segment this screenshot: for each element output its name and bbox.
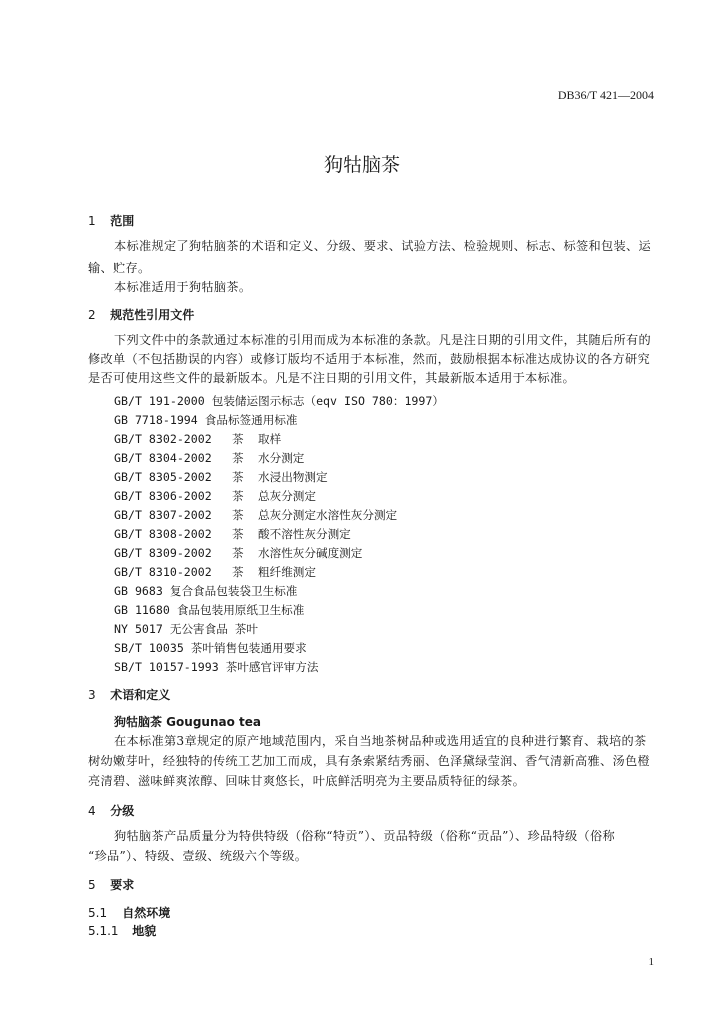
reference-title: 包装储运图示标志（eqv ISO 780：1997）: [211, 394, 444, 408]
section-4-para-line-1: 狗牯脑茶产品质量分为特供特级（俗称“特贡”）、贡品特级（俗称“贡品”）、珍品特级（俗称: [114, 829, 615, 843]
reference-item: [114, 659, 318, 675]
reference-code: GB/T 8302-2002: [114, 432, 212, 446]
section-title: 范围: [110, 214, 135, 228]
section-number: 2: [88, 308, 96, 322]
reference-title: 食品包装用原纸卫生标准: [176, 603, 305, 617]
reference-item: [114, 545, 362, 561]
reference-category: 茶: [232, 451, 244, 465]
section-2-para-line-1: 下列文件中的条款通过本标准的引用而成为本标准的条款。凡是注日期的引用文件，其随后所有的: [114, 333, 651, 347]
reference-category: 茶: [232, 489, 244, 503]
reference-code: GB/T 8306-2002: [114, 489, 212, 503]
reference-code: GB 11680: [114, 603, 170, 617]
section-4-para-line-2: “珍品”）、特级、壹级、统级六个等级。: [88, 849, 308, 863]
section-number: 3: [88, 688, 96, 702]
document-title: 狗牯脑茶: [323, 154, 400, 176]
section-3-para-line-3: 亮清碧、滋味鲜爽浓醇、回味甘爽悠长，叶底鲜活明亮为主要品质特征的绿茶。: [88, 774, 526, 788]
section-title: 自然环境: [122, 906, 171, 920]
reference-item: [114, 469, 328, 485]
reference-item: [114, 393, 444, 409]
section-number: 4: [88, 804, 96, 818]
reference-item: [114, 507, 397, 523]
section-title: 地貌: [132, 924, 157, 938]
reference-category: 茶: [232, 432, 244, 446]
document-number: DB36/T 421—2004: [557, 88, 654, 102]
reference-title: 茶叶感官评审方法: [225, 660, 319, 674]
reference-item: [114, 602, 304, 618]
section-number: 5.1: [88, 906, 108, 920]
page-number: 1: [648, 956, 654, 968]
reference-category: 茶: [232, 470, 244, 484]
section-title: 术语和定义: [110, 688, 171, 702]
reference-code: GB/T 191-2000: [114, 394, 205, 408]
section-number: 1: [88, 214, 96, 228]
reference-item: [114, 450, 304, 466]
reference-category: 茶: [232, 546, 244, 560]
section-title: 规范性引用文件: [110, 308, 195, 322]
section-number: 5.1.1: [88, 924, 119, 938]
reference-title: 水溶性灰分碱度测定: [258, 546, 363, 560]
reference-code: GB 9683: [114, 584, 163, 598]
section-1-para-1-line-2: 输、贮存。: [88, 261, 151, 275]
reference-title: 无公害食品 茶叶: [169, 622, 258, 636]
reference-item: [114, 564, 316, 580]
reference-item: [114, 526, 351, 542]
reference-item: [114, 412, 298, 428]
reference-category: 茶: [232, 508, 244, 522]
term-entry: 狗牯脑茶 Gougunao tea: [114, 715, 261, 729]
section-title: 分级: [110, 804, 135, 818]
reference-category: 茶: [232, 527, 244, 541]
section-1-heading: [88, 212, 134, 229]
reference-title: 复合食品包装袋卫生标准: [169, 584, 298, 598]
reference-code: NY 5017: [114, 622, 163, 636]
reference-code: GB/T 8310-2002: [114, 565, 212, 579]
reference-category: 茶: [232, 565, 244, 579]
reference-title: 酸不溶性灰分测定: [258, 527, 351, 541]
section-5-1-1-heading: [88, 922, 156, 939]
section-3-heading: [88, 686, 170, 703]
reference-item: [114, 640, 307, 656]
reference-item: [114, 431, 281, 447]
section-1-para-1-line-1: 本标准规定了狗牯脑茶的术语和定义、分级、要求、试验方法、检验规则、标志、标签和包装、运: [114, 239, 651, 253]
reference-code: SB/T 10157-1993: [114, 660, 219, 674]
reference-title: 总灰分测定: [258, 489, 316, 503]
reference-title: 茶叶销售包装通用要求: [190, 641, 307, 655]
section-3-para-line-2: 树幼嫩芽叶，经独特的传统工艺加工而成，具有条索紧结秀丽、色泽黛绿莹润、香气清新高雅、汤色橙: [88, 754, 650, 768]
reference-title: 粗纤维测定: [258, 565, 316, 579]
reference-title: 取样: [258, 432, 282, 446]
reference-code: GB/T 8308-2002: [114, 527, 212, 541]
section-1-para-2: 本标准适用于狗牯脑茶。: [114, 280, 252, 294]
section-number: 5: [88, 878, 96, 892]
reference-title: 水浸出物测定: [258, 470, 328, 484]
reference-item: [114, 488, 316, 504]
reference-code: GB/T 8307-2002: [114, 508, 212, 522]
reference-code: GB/T 8305-2002: [114, 470, 212, 484]
section-2-heading: [88, 306, 194, 323]
reference-code: SB/T 10035: [114, 641, 184, 655]
section-2-para-line-3: 是否可使用这些文件的最新版本。凡是不注日期的引用文件，其最新版本适用于本标准。: [88, 371, 576, 385]
reference-title: 水分测定: [258, 451, 305, 465]
reference-code: GB/T 8304-2002: [114, 451, 212, 465]
reference-code: GB/T 8309-2002: [114, 546, 212, 560]
section-5-1-heading: [88, 904, 170, 921]
reference-title: 总灰分测定水溶性灰分测定: [258, 508, 398, 522]
reference-title: 食品标签通用标准: [204, 413, 298, 427]
reference-item: [114, 621, 258, 637]
section-title: 要求: [110, 878, 135, 892]
section-3-para-line-1: 在本标准第3章规定的原产地域范围内，采自当地茶树品种或选用适宜的良种进行繁育、栽培的茶: [114, 734, 647, 748]
section-5-heading: [88, 876, 134, 893]
reference-code: GB 7718-1994: [114, 413, 198, 427]
section-4-heading: [88, 802, 134, 819]
reference-item: [114, 583, 297, 599]
section-2-para-line-2: 修改单（不包括勘误的内容）或修订版均不适用于本标准，然而，鼓励根据本标准达成协议的各方研究: [88, 352, 650, 366]
